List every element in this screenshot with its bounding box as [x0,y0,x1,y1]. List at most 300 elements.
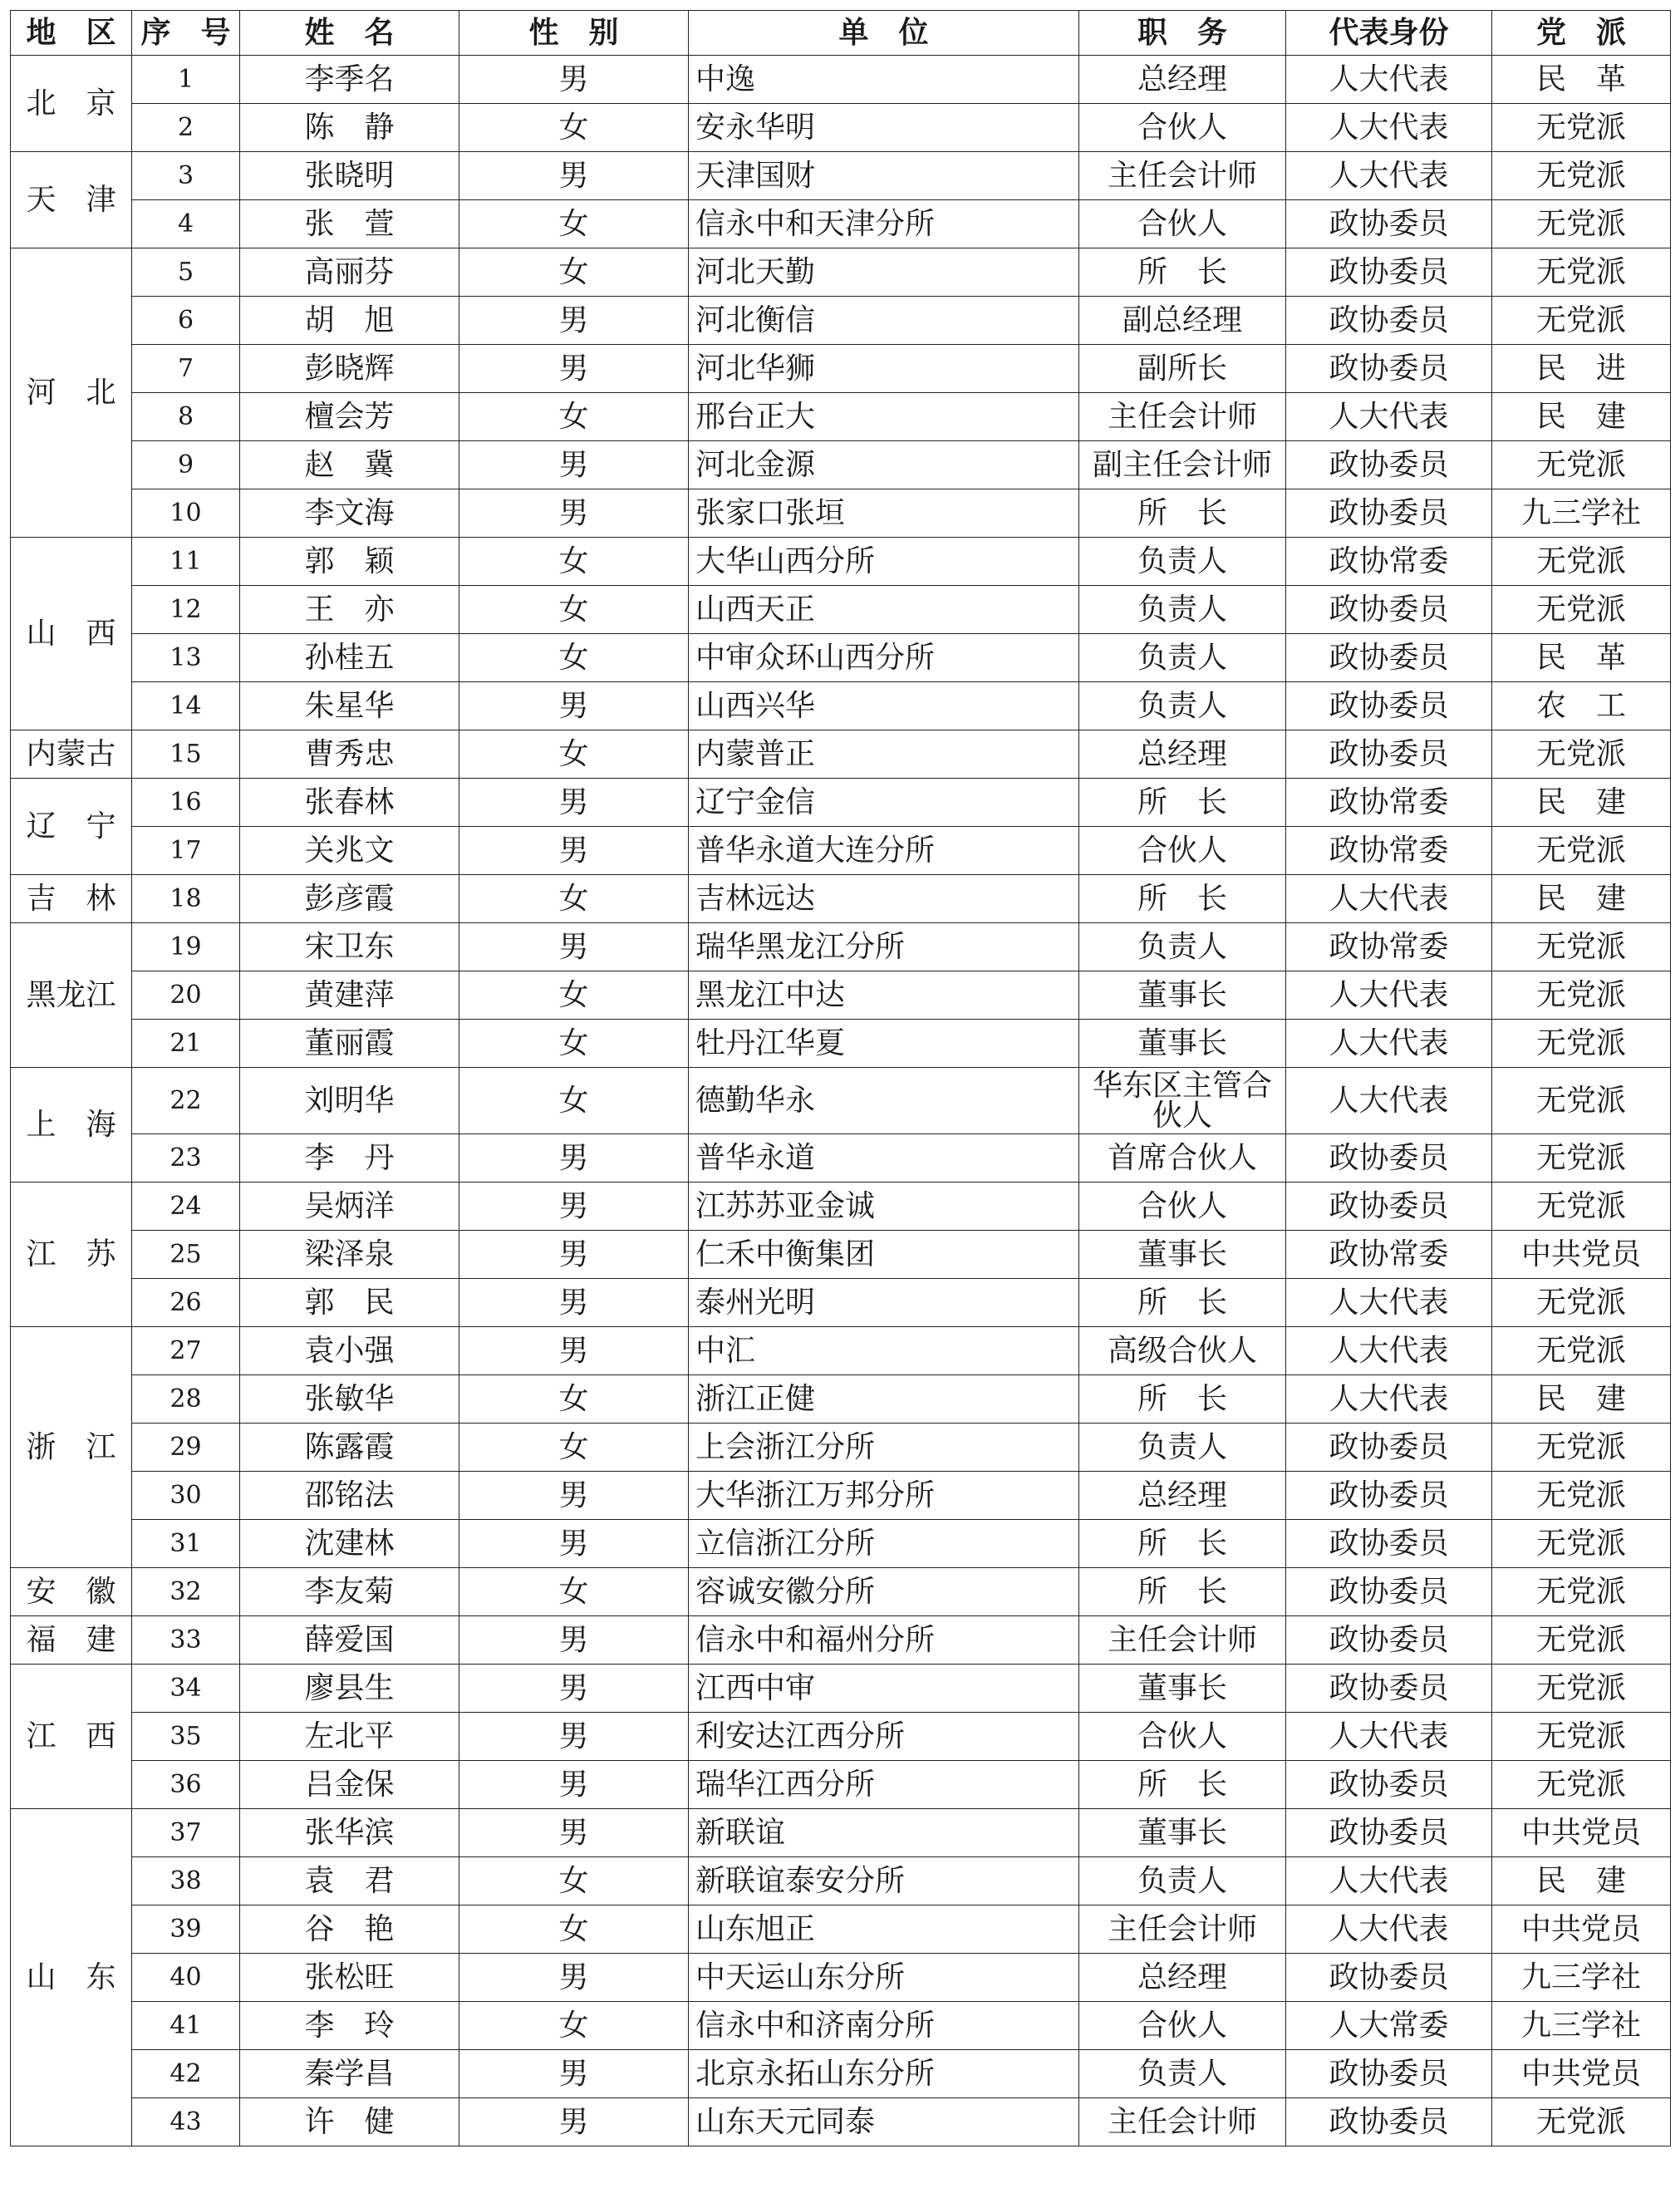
party-cell: 无党派 [1492,1616,1671,1665]
sex-cell: 女 [459,248,689,297]
table-row [11,1424,1671,1472]
position-cell: 董事长 [1079,1809,1286,1857]
unit-cell: 北京永拓山东分所 [689,2050,1079,2098]
position-cell: 负责人 [1079,1424,1286,1472]
representatives-table [10,10,1671,2146]
position-cell: 合伙人 [1079,200,1286,248]
seq-cell: 20 [132,971,240,1020]
party-cell: 九三学社 [1492,489,1671,538]
unit-cell: 上会浙江分所 [689,1424,1079,1472]
name-cell: 孙桂五 [240,634,459,682]
party-cell: 民 革 [1492,634,1671,682]
sex-cell: 女 [459,1068,689,1134]
rep-cell: 人大代表 [1286,1375,1492,1424]
sex-cell: 男 [459,297,689,345]
name-cell: 袁小强 [240,1327,459,1375]
unit-cell: 利安达江西分所 [689,1713,1079,1761]
table-row [11,297,1671,345]
name-cell: 邵铭法 [240,1472,459,1520]
name-cell: 檀会芳 [240,393,459,441]
party-cell: 无党派 [1492,152,1671,200]
name-cell: 朱星华 [240,682,459,730]
unit-cell: 江苏苏亚金诚 [689,1183,1079,1231]
party-cell: 无党派 [1492,1568,1671,1616]
unit-cell: 河北天勤 [689,248,1079,297]
rep-cell: 政协委员 [1286,1568,1492,1616]
table-row [11,1327,1671,1375]
seq-cell: 5 [132,248,240,297]
party-cell: 中共党员 [1492,2050,1671,2098]
seq-cell: 37 [132,1809,240,1857]
unit-cell: 信永中和济南分所 [689,2002,1079,2050]
seq-cell: 40 [132,1954,240,2002]
unit-cell: 容诚安徽分所 [689,1568,1079,1616]
unit-cell: 内蒙普正 [689,730,1079,779]
seq-cell: 27 [132,1327,240,1375]
position-cell: 董事长 [1079,1665,1286,1713]
unit-cell: 河北衡信 [689,297,1079,345]
rep-cell: 政协委员 [1286,345,1492,393]
region-cell: 内蒙古 [11,730,132,779]
seq-cell: 38 [132,1857,240,1905]
party-cell: 民 建 [1492,1375,1671,1424]
sex-cell: 女 [459,971,689,1020]
unit-cell: 新联谊 [689,1809,1079,1857]
unit-cell: 信永中和天津分所 [689,200,1079,248]
sex-cell: 男 [459,1327,689,1375]
party-cell: 民 建 [1492,875,1671,923]
table-row [11,682,1671,730]
position-cell: 华东区主管合伙人 [1079,1068,1286,1134]
name-cell: 高丽芬 [240,248,459,297]
rep-cell: 政协委员 [1286,1520,1492,1568]
position-cell: 主任会计师 [1079,393,1286,441]
name-cell: 张 萱 [240,200,459,248]
sex-cell: 女 [459,1020,689,1068]
name-cell: 董丽霞 [240,1020,459,1068]
sex-cell: 女 [459,1905,689,1954]
position-cell: 董事长 [1079,1231,1286,1279]
unit-cell: 普华永道大连分所 [689,827,1079,875]
party-cell: 无党派 [1492,1761,1671,1809]
sex-cell: 女 [459,1375,689,1424]
sex-cell: 女 [459,1424,689,1472]
sex-cell: 男 [459,1665,689,1713]
table-row [11,1020,1671,1068]
table-body [11,56,1671,2146]
sex-cell: 男 [459,923,689,971]
unit-cell: 张家口张垣 [689,489,1079,538]
table-row [11,152,1671,200]
seq-cell: 30 [132,1472,240,1520]
table-row [11,345,1671,393]
header-rep: 代表身份 [1286,11,1492,56]
position-cell: 合伙人 [1079,104,1286,152]
seq-cell: 28 [132,1375,240,1424]
region-cell: 福 建 [11,1616,132,1665]
table-row [11,730,1671,779]
seq-cell: 9 [132,441,240,489]
table-row [11,1183,1671,1231]
seq-cell: 1 [132,56,240,104]
unit-cell: 吉林远达 [689,875,1079,923]
table-row [11,1665,1671,1713]
region-cell: 北 京 [11,56,132,152]
table-row [11,1134,1671,1183]
name-cell: 吕金保 [240,1761,459,1809]
seq-cell: 7 [132,345,240,393]
party-cell: 中共党员 [1492,1809,1671,1857]
table-row [11,827,1671,875]
name-cell: 张松旺 [240,1954,459,2002]
rep-cell: 政协常委 [1286,538,1492,586]
header-party: 党 派 [1492,11,1671,56]
sex-cell: 男 [459,1134,689,1183]
unit-cell: 黑龙江中达 [689,971,1079,1020]
sex-cell: 男 [459,1472,689,1520]
sex-cell: 女 [459,2002,689,2050]
name-cell: 李 玲 [240,2002,459,2050]
table-row [11,393,1671,441]
party-cell: 无党派 [1492,104,1671,152]
seq-cell: 14 [132,682,240,730]
table-row [11,1809,1671,1857]
party-cell: 民 进 [1492,345,1671,393]
name-cell: 胡 旭 [240,297,459,345]
sex-cell: 男 [459,1809,689,1857]
rep-cell: 政协委员 [1286,248,1492,297]
position-cell: 所 长 [1079,1761,1286,1809]
sex-cell: 男 [459,1279,689,1327]
table-row [11,1375,1671,1424]
position-cell: 所 长 [1079,1375,1286,1424]
seq-cell: 6 [132,297,240,345]
sex-cell: 女 [459,538,689,586]
unit-cell: 仁禾中衡集团 [689,1231,1079,1279]
seq-cell: 26 [132,1279,240,1327]
name-cell: 李季名 [240,56,459,104]
unit-cell: 山西兴华 [689,682,1079,730]
name-cell: 曹秀忠 [240,730,459,779]
rep-cell: 政协委员 [1286,1424,1492,1472]
unit-cell: 山西天正 [689,586,1079,634]
header-seq: 序 号 [132,11,240,56]
position-cell: 主任会计师 [1079,2098,1286,2146]
position-cell: 负责人 [1079,2050,1286,2098]
unit-cell: 河北金源 [689,441,1079,489]
rep-cell: 政协委员 [1286,2098,1492,2146]
rep-cell: 政协委员 [1286,634,1492,682]
seq-cell: 29 [132,1424,240,1472]
table-row [11,1068,1671,1134]
table-row [11,875,1671,923]
region-cell: 江 西 [11,1665,132,1809]
sex-cell: 女 [459,730,689,779]
unit-cell: 中逸 [689,56,1079,104]
seq-cell: 23 [132,1134,240,1183]
seq-cell: 12 [132,586,240,634]
rep-cell: 人大代表 [1286,104,1492,152]
unit-cell: 浙江正健 [689,1375,1079,1424]
seq-cell: 2 [132,104,240,152]
party-cell: 无党派 [1492,1520,1671,1568]
sex-cell: 男 [459,1183,689,1231]
rep-cell: 政协委员 [1286,297,1492,345]
name-cell: 薛爱国 [240,1616,459,1665]
position-cell: 负责人 [1079,538,1286,586]
unit-cell: 泰州光明 [689,1279,1079,1327]
sex-cell: 男 [459,682,689,730]
name-cell: 陈 静 [240,104,459,152]
header-sex: 性 别 [459,11,689,56]
party-cell: 无党派 [1492,1279,1671,1327]
unit-cell: 辽宁金信 [689,779,1079,827]
position-cell: 主任会计师 [1079,152,1286,200]
sex-cell: 男 [459,441,689,489]
name-cell: 王 亦 [240,586,459,634]
seq-cell: 24 [132,1183,240,1231]
party-cell: 无党派 [1492,971,1671,1020]
unit-cell: 大华山西分所 [689,538,1079,586]
table-row [11,1713,1671,1761]
name-cell: 李 丹 [240,1134,459,1183]
party-cell: 中共党员 [1492,1231,1671,1279]
party-cell: 民 建 [1492,1857,1671,1905]
name-cell: 吴炳洋 [240,1183,459,1231]
sex-cell: 女 [459,586,689,634]
seq-cell: 17 [132,827,240,875]
rep-cell: 人大代表 [1286,1068,1492,1134]
sex-cell: 男 [459,2050,689,2098]
sex-cell: 男 [459,827,689,875]
rep-cell: 人大代表 [1286,1905,1492,1954]
rep-cell: 政协委员 [1286,2050,1492,2098]
position-cell: 高级合伙人 [1079,1327,1286,1375]
name-cell: 左北平 [240,1713,459,1761]
header-name: 姓 名 [240,11,459,56]
header-unit: 单 位 [689,11,1079,56]
rep-cell: 政协委员 [1286,200,1492,248]
name-cell: 廖县生 [240,1665,459,1713]
party-cell: 农 工 [1492,682,1671,730]
name-cell: 彭彦霞 [240,875,459,923]
party-cell: 无党派 [1492,538,1671,586]
position-cell: 所 长 [1079,1568,1286,1616]
region-cell: 天 津 [11,152,132,248]
seq-cell: 43 [132,2098,240,2146]
position-cell: 合伙人 [1079,1183,1286,1231]
table-row [11,1857,1671,1905]
sex-cell: 男 [459,152,689,200]
rep-cell: 政协委员 [1286,682,1492,730]
seq-cell: 18 [132,875,240,923]
seq-cell: 15 [132,730,240,779]
table-row [11,1905,1671,1954]
table-row [11,1279,1671,1327]
table-row [11,56,1671,104]
rep-cell: 政协委员 [1286,1472,1492,1520]
sex-cell: 男 [459,345,689,393]
name-cell: 彭晓辉 [240,345,459,393]
position-cell: 合伙人 [1079,2002,1286,2050]
rep-cell: 政协委员 [1286,489,1492,538]
seq-cell: 4 [132,200,240,248]
name-cell: 郭 民 [240,1279,459,1327]
sex-cell: 女 [459,200,689,248]
seq-cell: 41 [132,2002,240,2050]
party-cell: 无党派 [1492,1713,1671,1761]
table-row [11,923,1671,971]
unit-cell: 信永中和福州分所 [689,1616,1079,1665]
seq-cell: 39 [132,1905,240,1954]
position-cell: 副主任会计师 [1079,441,1286,489]
party-cell: 无党派 [1492,923,1671,971]
position-cell: 负责人 [1079,1857,1286,1905]
rep-cell: 人大代表 [1286,152,1492,200]
sex-cell: 男 [459,1761,689,1809]
position-cell: 总经理 [1079,730,1286,779]
unit-cell: 江西中审 [689,1665,1079,1713]
sex-cell: 男 [459,1520,689,1568]
position-cell: 所 长 [1079,489,1286,538]
seq-cell: 34 [132,1665,240,1713]
unit-cell: 德勤华永 [689,1068,1079,1134]
sex-cell: 男 [459,1713,689,1761]
name-cell: 张敏华 [240,1375,459,1424]
position-cell: 合伙人 [1079,827,1286,875]
party-cell: 无党派 [1492,1472,1671,1520]
rep-cell: 政协委员 [1286,1616,1492,1665]
party-cell: 无党派 [1492,1134,1671,1183]
rep-cell: 人大代表 [1286,1857,1492,1905]
table-row [11,586,1671,634]
name-cell: 张晓明 [240,152,459,200]
name-cell: 许 健 [240,2098,459,2146]
unit-cell: 中汇 [689,1327,1079,1375]
name-cell: 黄建萍 [240,971,459,1020]
unit-cell: 天津国财 [689,152,1079,200]
table-row [11,634,1671,682]
table-row [11,441,1671,489]
unit-cell: 邢台正大 [689,393,1079,441]
seq-cell: 36 [132,1761,240,1809]
position-cell: 董事长 [1079,1020,1286,1068]
position-cell: 所 长 [1079,875,1286,923]
name-cell: 宋卫东 [240,923,459,971]
sex-cell: 男 [459,1616,689,1665]
name-cell: 袁 君 [240,1857,459,1905]
position-cell: 所 长 [1079,1520,1286,1568]
party-cell: 民 建 [1492,393,1671,441]
rep-cell: 人大常委 [1286,2002,1492,2050]
table-row [11,971,1671,1020]
rep-cell: 政协常委 [1286,923,1492,971]
position-cell: 所 长 [1079,1279,1286,1327]
name-cell: 沈建林 [240,1520,459,1568]
seq-cell: 21 [132,1020,240,1068]
party-cell: 无党派 [1492,586,1671,634]
position-cell: 主任会计师 [1079,1616,1286,1665]
party-cell: 九三学社 [1492,2002,1671,2050]
position-cell: 首席合伙人 [1079,1134,1286,1183]
party-cell: 九三学社 [1492,1954,1671,2002]
party-cell: 中共党员 [1492,1905,1671,1954]
table-row [11,779,1671,827]
table-row [11,1231,1671,1279]
unit-cell: 中审众环山西分所 [689,634,1079,682]
party-cell: 无党派 [1492,1020,1671,1068]
unit-cell: 牡丹江华夏 [689,1020,1079,1068]
position-cell: 副所长 [1079,345,1286,393]
seq-cell: 3 [132,152,240,200]
table-row [11,1761,1671,1809]
party-cell: 无党派 [1492,1665,1671,1713]
seq-cell: 11 [132,538,240,586]
position-cell: 负责人 [1079,634,1286,682]
rep-cell: 人大代表 [1286,1327,1492,1375]
sex-cell: 女 [459,875,689,923]
unit-cell: 河北华狮 [689,345,1079,393]
rep-cell: 政协常委 [1286,779,1492,827]
region-cell: 浙 江 [11,1327,132,1568]
party-cell: 民 革 [1492,56,1671,104]
sex-cell: 女 [459,1568,689,1616]
table-row [11,1954,1671,2002]
seq-cell: 8 [132,393,240,441]
rep-cell: 政协委员 [1286,586,1492,634]
sex-cell: 女 [459,104,689,152]
unit-cell: 新联谊泰安分所 [689,1857,1079,1905]
name-cell: 秦学昌 [240,2050,459,2098]
region-cell: 吉 林 [11,875,132,923]
table-row [11,200,1671,248]
party-cell: 无党派 [1492,1424,1671,1472]
name-cell: 陈露霞 [240,1424,459,1472]
seq-cell: 32 [132,1568,240,1616]
position-cell: 负责人 [1079,682,1286,730]
unit-cell: 立信浙江分所 [689,1520,1079,1568]
unit-cell: 山东旭正 [689,1905,1079,1954]
rep-cell: 政协委员 [1286,441,1492,489]
rep-cell: 政协委员 [1286,1183,1492,1231]
seq-cell: 16 [132,779,240,827]
table-row [11,2050,1671,2098]
table-row [11,104,1671,152]
sex-cell: 女 [459,634,689,682]
party-cell: 无党派 [1492,827,1671,875]
region-cell: 黑龙江 [11,923,132,1068]
seq-cell: 22 [132,1068,240,1134]
position-cell: 合伙人 [1079,1713,1286,1761]
position-cell: 主任会计师 [1079,1905,1286,1954]
party-cell: 无党派 [1492,1068,1671,1134]
position-cell: 负责人 [1079,923,1286,971]
table-row [11,2098,1671,2146]
name-cell: 谷 艳 [240,1905,459,1954]
sex-cell: 男 [459,2098,689,2146]
table-row [11,1520,1671,1568]
header-region: 地 区 [11,11,132,56]
party-cell: 无党派 [1492,441,1671,489]
name-cell: 张春林 [240,779,459,827]
position-cell: 总经理 [1079,1472,1286,1520]
header-row [11,11,1671,56]
seq-cell: 19 [132,923,240,971]
seq-cell: 35 [132,1713,240,1761]
name-cell: 梁泽泉 [240,1231,459,1279]
header-position: 职 务 [1079,11,1286,56]
unit-cell: 普华永道 [689,1134,1079,1183]
